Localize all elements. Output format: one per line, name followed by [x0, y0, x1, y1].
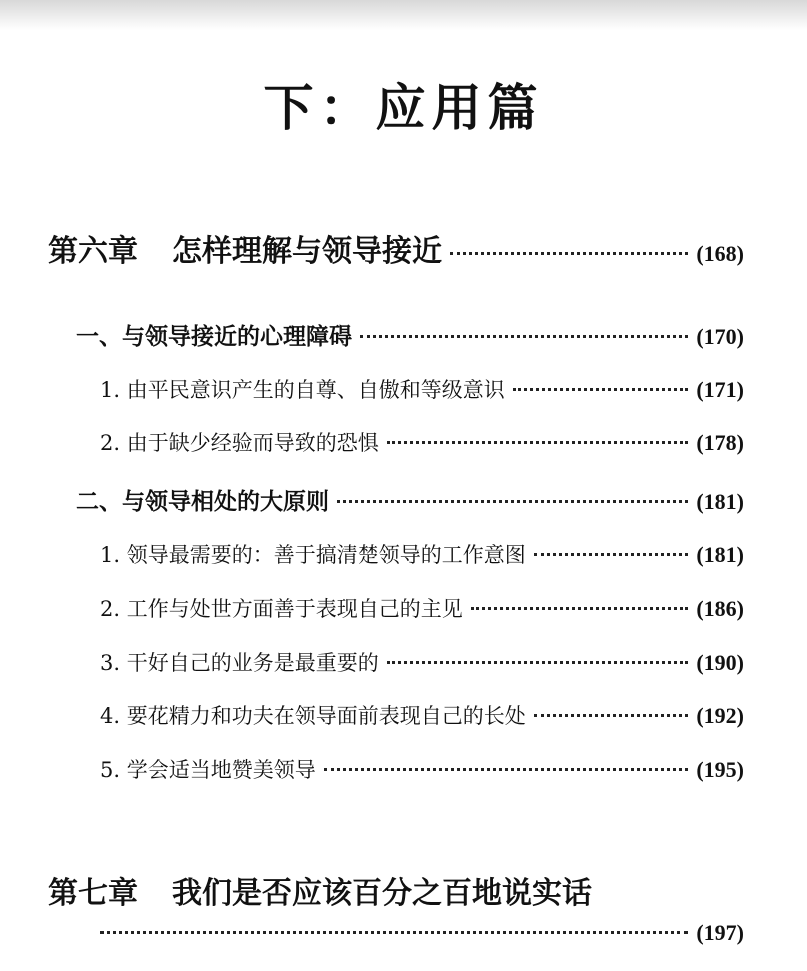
toc-item[interactable]	[100, 374, 744, 404]
toc-item[interactable]	[100, 647, 744, 677]
item-title: 3. 干好自己的业务是最重要的	[100, 651, 379, 675]
item-title: 1. 领导最需要的：善于搞清楚领导的工作意图	[100, 543, 526, 567]
toc-item[interactable]	[100, 754, 744, 784]
chapter-7-page-line[interactable]	[100, 920, 744, 946]
item-page: (192)	[696, 703, 744, 728]
leader-dots	[360, 335, 688, 338]
toc-item[interactable]	[100, 700, 744, 730]
part-title: 下：应用篇	[263, 79, 544, 137]
toc-item[interactable]	[100, 593, 744, 623]
leader-dots	[100, 931, 688, 934]
chapter-7-number: 第七章	[48, 876, 138, 911]
leader-dots	[534, 714, 689, 717]
item-title: 2. 工作与处世方面善于表现自己的主见	[100, 597, 463, 621]
item-title: 4. 要花精力和功夫在领导面前表现自己的长处	[100, 704, 526, 728]
leader-dots	[513, 388, 689, 391]
chapter-6-page: (168)	[696, 241, 744, 266]
chapter-6-label	[48, 226, 442, 270]
leader-dots	[387, 661, 689, 664]
leader-dots	[534, 553, 689, 556]
item-title: 5. 学会适当地赞美领导	[100, 758, 316, 782]
item-title: 2. 由于缺少经验而导致的恐惧	[100, 431, 379, 455]
toc-section-2[interactable]	[76, 483, 744, 516]
item-page: (171)	[696, 377, 744, 402]
toc-chapter-6[interactable]	[48, 226, 744, 270]
leader-dots	[324, 768, 689, 771]
section-1-title: 一、与领导接近的心理障碍	[76, 324, 352, 350]
section-2-title: 二、与领导相处的大原则	[76, 489, 329, 515]
item-page: (181)	[696, 542, 744, 567]
toc-chapter-7[interactable]	[48, 868, 592, 912]
chapter-7-page: (197)	[696, 920, 744, 945]
section-1-page: (170)	[696, 324, 744, 349]
item-page: (178)	[696, 430, 744, 455]
leader-dots	[471, 607, 689, 610]
chapter-6-number: 第六章	[48, 234, 138, 269]
section-2-page: (181)	[696, 489, 744, 514]
item-page: (186)	[696, 596, 744, 621]
leader-dots	[337, 500, 688, 503]
item-page: (195)	[696, 757, 744, 782]
toc-item[interactable]	[100, 427, 744, 457]
toc-section-1[interactable]	[76, 318, 744, 351]
toc-item[interactable]	[100, 539, 744, 569]
chapter-6-title: 怎样理解与领导接近	[172, 234, 442, 269]
item-title: 1. 由平民意识产生的自尊、自傲和等级意识	[100, 378, 505, 402]
item-page: (190)	[696, 650, 744, 675]
leader-dots	[450, 252, 688, 255]
page-top-edge	[0, 0, 807, 30]
leader-dots	[387, 441, 689, 444]
chapter-7-title: 我们是否应该百分之百地说实话	[172, 876, 592, 911]
